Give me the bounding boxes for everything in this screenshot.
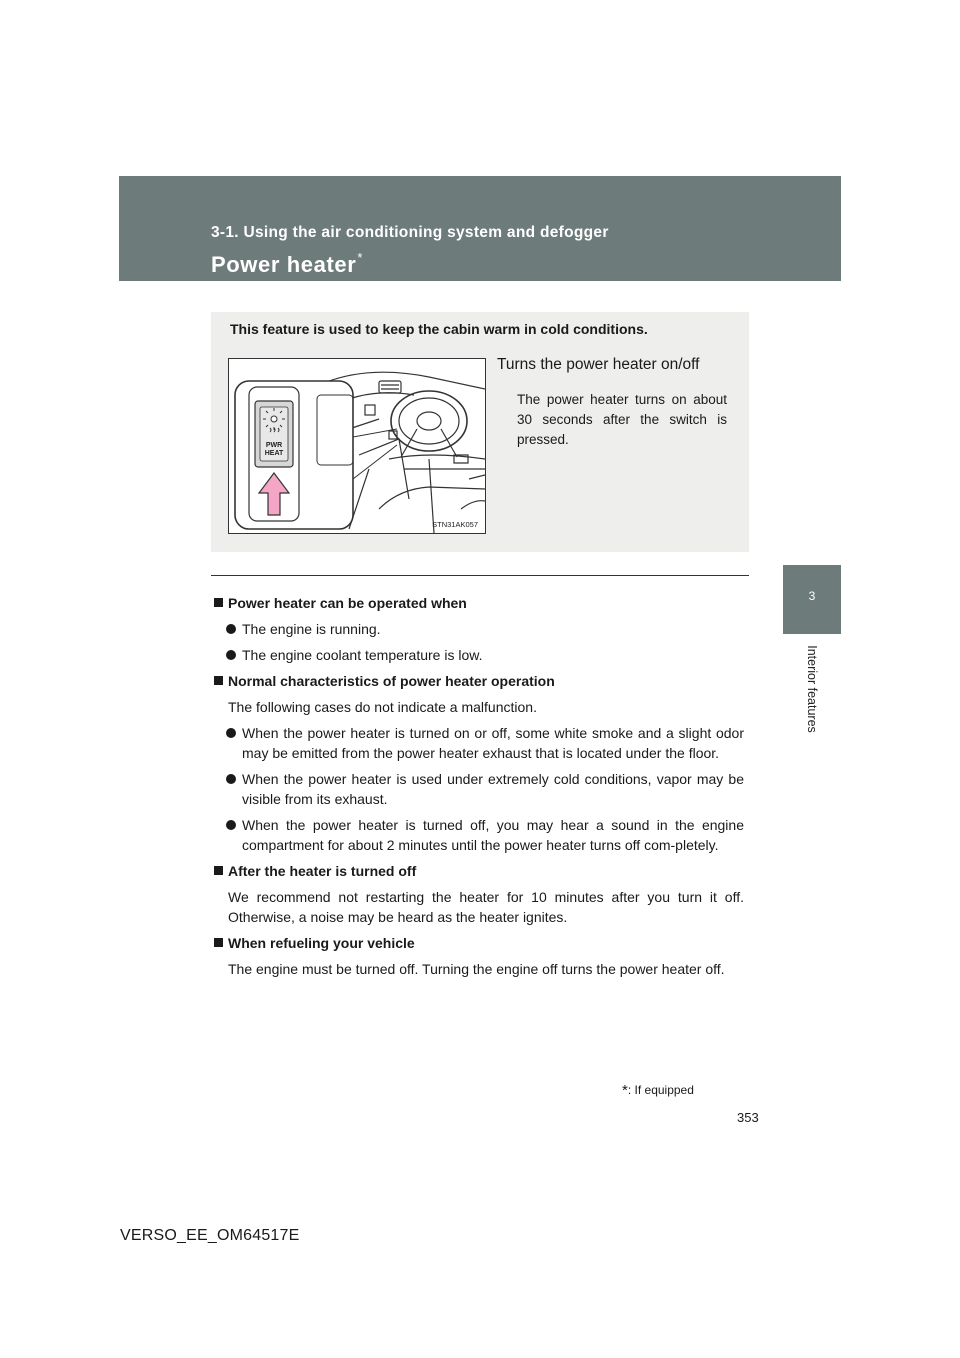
page-title-text: Power heater xyxy=(211,252,357,277)
note-bullet xyxy=(214,815,744,855)
chapter-tab-label-text: Interior features xyxy=(805,645,819,733)
square-bullet-icon xyxy=(214,866,223,875)
callout-title: Turns the power heater on/off xyxy=(497,356,700,373)
chapter-tab-label xyxy=(783,634,841,744)
note-bullet-text: When the power heater is turned on or off, some white smoke and a slight odor may be emitted from the power heater exhaust that is located under the floor. xyxy=(242,725,744,761)
round-bullet-icon xyxy=(226,774,236,784)
note-heading xyxy=(214,593,744,613)
note-heading xyxy=(214,861,744,881)
note-paragraph: We recommend not restarting the heater for 10 minutes after you turn it off. Otherwise, a noise may be heard as the heater ignites. xyxy=(228,889,744,925)
note-bullet xyxy=(214,769,744,809)
note-heading-text: After the heater is turned off xyxy=(228,863,417,879)
note-bullet xyxy=(214,645,744,665)
figure-code: STN31AK057 xyxy=(432,520,478,529)
document-code: VERSO_EE_OM64517E xyxy=(120,1227,300,1244)
notes-section xyxy=(214,593,744,985)
asterisk-mark: * xyxy=(622,1082,628,1099)
switch-label-top: PWR xyxy=(265,442,283,449)
note-bullet-text: When the power heater is used under extremely cold conditions, vapor may be visible from its exhaust. xyxy=(242,771,744,807)
chapter-tab-number[interactable]: 3 xyxy=(783,565,841,634)
note-paragraph: The engine must be turned off. Turning the engine off turns the power heater off. xyxy=(228,961,725,977)
page-title xyxy=(211,250,363,278)
round-bullet-icon xyxy=(226,820,236,830)
note-heading-text: When refueling your vehicle xyxy=(228,935,415,951)
note-paragraph: The following cases do not indicate a malfunction. xyxy=(228,699,537,715)
dashboard-drawing xyxy=(229,359,485,533)
note-bullet-text: The engine coolant temperature is low. xyxy=(242,647,483,663)
square-bullet-icon xyxy=(214,938,223,947)
header-band xyxy=(119,176,841,281)
switch-label-bottom: HEAT xyxy=(264,450,284,457)
intro-text: This feature is used to keep the cabin warm in cold conditions. xyxy=(230,321,648,337)
square-bullet-icon xyxy=(214,598,223,607)
callout-description: The power heater turns on about 30 seconds after the switch is pressed. xyxy=(517,392,727,447)
round-bullet-icon xyxy=(226,624,236,634)
asterisk-mark: * xyxy=(357,250,364,265)
square-bullet-icon xyxy=(214,676,223,685)
note-bullet-text: The engine is running. xyxy=(242,621,381,637)
divider-rule xyxy=(211,575,749,576)
round-bullet-icon xyxy=(226,728,236,738)
note-heading-text: Power heater can be operated when xyxy=(228,595,467,611)
note-bullet xyxy=(214,619,744,639)
note-bullet xyxy=(214,723,744,763)
intro-box xyxy=(211,312,749,552)
note-heading xyxy=(214,933,744,953)
round-bullet-icon xyxy=(226,650,236,660)
dashboard-illustration xyxy=(228,358,486,534)
note-bullet-text: When the power heater is turned off, you may hear a sound in the engine compartment for about 2 minutes until the power heater turns off com-pletely. xyxy=(242,817,744,853)
footnote xyxy=(622,1082,694,1099)
section-title: 3-1. Using the air conditioning system and defogger xyxy=(211,224,609,241)
note-heading xyxy=(214,671,744,691)
footnote-text: : If equipped xyxy=(627,1083,694,1097)
note-heading-text: Normal characteristics of power heater operation xyxy=(228,673,555,689)
page-number: 353 xyxy=(737,1110,759,1125)
